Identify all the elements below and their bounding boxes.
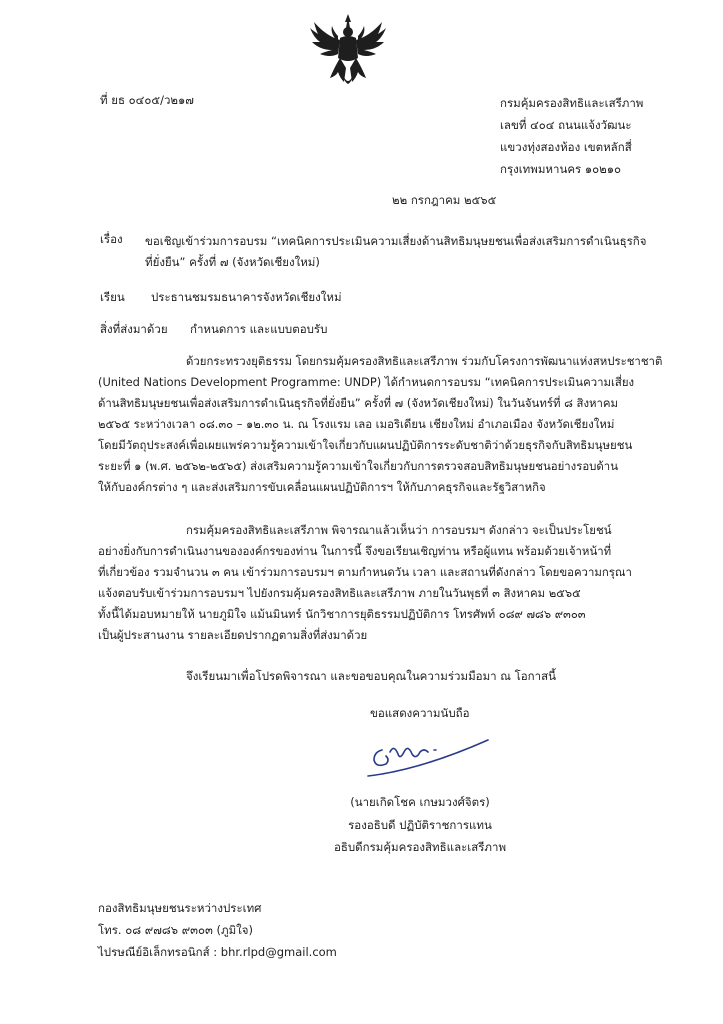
- paragraph-line: ระยะที่ ๑ (พ.ศ. ๒๕๖๒-๒๕๖๕) ส่งเสริมความรู้ความเข้าใจเกี่ยวกับการตรวจสอบสิทธิมนุษยชนอย่างรอบด้าน: [98, 459, 618, 473]
- enclosure-label: สิ่งที่ส่งมาด้วย: [100, 322, 168, 336]
- signature-icon: [360, 730, 500, 790]
- sender-address-line: กรมคุ้มครองสิทธิและเสรีภาพ: [500, 96, 644, 110]
- footer-email: ไปรษณีย์อิเล็กทรอนิกส์ : bhr.rlpd@gmail.com: [98, 945, 337, 959]
- paragraph-line: อย่างยิ่งกับการดำเนินงานขององค์กรของท่าน ในการนี้ จึงขอเรียนเชิญท่าน หรือผู้แทน พร้อมด้วยเจ้าหน้าที่: [98, 544, 612, 558]
- sender-address-line: แขวงทุ่งสองห้อง เขตหลักสี่: [500, 140, 632, 154]
- paragraph-line: (United Nations Development Programme: UNDP) ได้กำหนดการอบรม “เทคนิคการประเมินความเสี่ยง: [98, 375, 635, 389]
- reference-number: ที่ ยธ ๐๔๐๕/ว๒๑๗: [100, 93, 194, 107]
- body-paragraph-1: [98, 351, 668, 498]
- paragraph-line: ด้านสิทธิมนุษยชนเพื่อส่งเสริมการดำเนินธุรกิจที่ยั่งยืน” ครั้งที่ ๗ (จังหวัดเชียงใหม่) ในวันจันทร์ที่ ๘ สิงหาคม: [98, 396, 619, 410]
- sender-address-line: กรุงเทพมหานคร ๑๐๒๑๐: [500, 162, 622, 176]
- sign-off: ขอแสดงความนับถือ: [370, 706, 470, 720]
- subject-label: เรื่อง: [100, 232, 123, 246]
- letter-date: ๒๒ กรกฎาคม ๒๕๖๕: [392, 193, 497, 207]
- paragraph-line: ด้วยกระทรวงยุติธรรม โดยกรมคุ้มครองสิทธิและเสรีภาพ ร่วมกับโครงการพัฒนาแห่งสหประชาชาติ: [186, 354, 663, 368]
- sender-address-line: เลขที่ ๔๐๔ ถนนแจ้งวัฒนะ: [500, 118, 632, 132]
- paragraph-line: ให้กับองค์กรต่าง ๆ และส่งเสริมการขับเคลื่อนแผนปฏิบัติการฯ ให้กับภาคธุรกิจและรัฐวิสาหกิจ: [98, 480, 546, 494]
- body-paragraph-2: [98, 520, 668, 646]
- paragraph-line: ๒๕๖๕ ระหว่างเวลา ๐๘.๓๐ – ๑๒.๓๐ น. ณ โรงแรม เลอ เมอริเดียน เชียงใหม่ อำเภอเมือง จังหวัดเชียงใหม่: [98, 417, 615, 431]
- enclosure: กำหนดการ และแบบตอบรับ: [190, 322, 328, 336]
- paragraph-line: แจ้งตอบรับเข้าร่วมการอบรมฯ ไปยังกรมคุ้มครองสิทธิและเสรีภาพ ภายในวันพุธที่ ๓ สิงหาคม ๒๕๖๕: [98, 586, 581, 600]
- recipient: ประธานชมรมธนาคารจังหวัดเชียงใหม่: [151, 290, 342, 304]
- subject-text: [145, 231, 646, 273]
- signer-name: (นายเกิดโชค เกษมวงศ์จิตร): [350, 795, 490, 809]
- footer-phone: โทร. ๐๘ ๙๗๘๖ ๙๓๐๓ (ภูมิใจ): [98, 923, 253, 937]
- footer-division: กองสิทธิมนุษยชนระหว่างประเทศ: [98, 901, 262, 915]
- subject-line: ที่ยั่งยืน” ครั้งที่ ๗ (จังหวัดเชียงใหม่): [145, 255, 320, 269]
- paragraph-line: ที่เกี่ยวข้อง รวมจำนวน ๓ คน เข้าร่วมการอบรมฯ ตามกำหนดวัน เวลา และสถานที่ดังกล่าว โดยขอความกรุณา: [98, 565, 632, 579]
- paragraph-line: โดยมีวัตถุประสงค์เพื่อเผยแพร่ความรู้ความเข้าใจเกี่ยวกับแผนปฏิบัติการระดับชาติว่าด้วยธุรกิจกับสิทธิมนุษยชน: [98, 438, 633, 452]
- paragraph-line: กรมคุ้มครองสิทธิและเสรีภาพ พิจารณาแล้วเห็นว่า การอบรมฯ ดังกล่าว จะเป็นประโยชน์: [186, 523, 612, 537]
- signer-position: รองอธิบดี ปฏิบัติราชการแทน: [348, 818, 492, 832]
- paragraph-line: ทั้งนี้ได้มอบหมายให้ นายภูมิใจ แม้นมินทร์ นักวิชาการยุติธรรมปฏิบัติการ โทรศัพท์ ๐๘๙ ๗๘๖ ๙๓๐๓: [98, 607, 586, 621]
- sender-address: [500, 92, 643, 180]
- paragraph-line: เป็นผู้ประสานงาน รายละเอียดปรากฏตามสิ่งที่ส่งมาด้วย: [98, 628, 368, 642]
- to-label: เรียน: [100, 290, 125, 304]
- signer-organization: อธิบดีกรมคุ้มครองสิทธิและเสรีภาพ: [333, 840, 507, 854]
- subject-line: ขอเชิญเข้าร่วมการอบรม “เทคนิคการประเมินความเสี่ยงด้านสิทธิมนุษยชนเพื่อส่งเสริมการดำเนินธุรกิจ: [145, 234, 647, 248]
- garuda-emblem-icon: [308, 12, 388, 92]
- closing-paragraph: จึงเรียนมาเพื่อโปรดพิจารณา และขอขอบคุณในความร่วมมือมา ณ โอกาสนี้: [186, 669, 556, 683]
